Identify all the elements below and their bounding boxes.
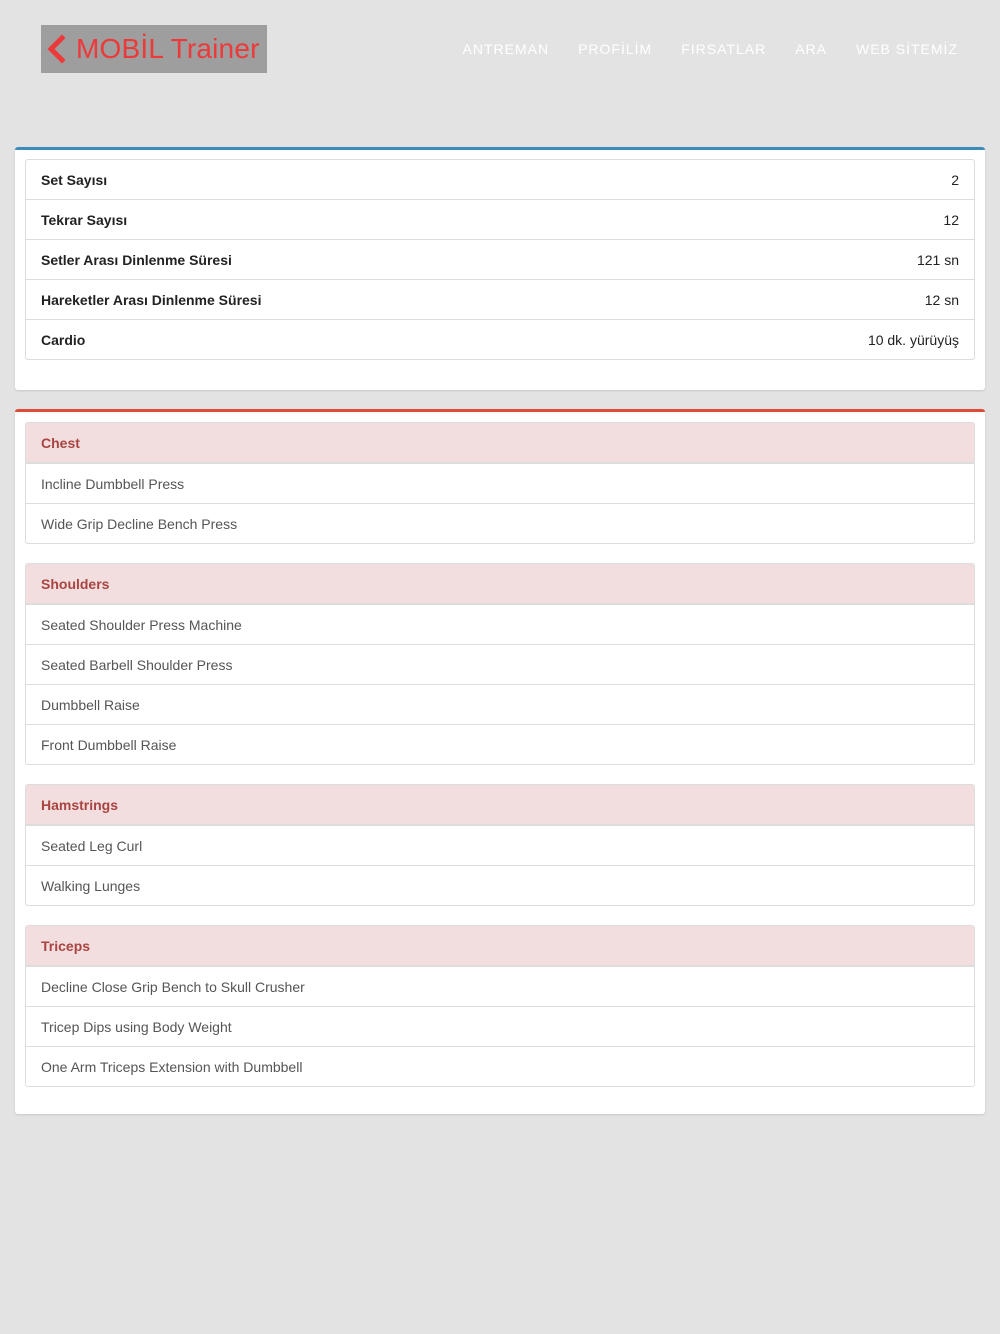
info-row-rest-between-exercises: [26, 279, 974, 319]
info-row-cardio: [26, 319, 974, 359]
exercise-item[interactable]: Decline Close Grip Bench to Skull Crusher: [26, 966, 974, 1006]
info-label: Tekrar Sayısı: [41, 211, 128, 228]
info-label: Cardio: [41, 331, 86, 348]
group-heading: Chest: [26, 423, 974, 463]
app-header: [0, 0, 1000, 100]
nav-firsatlar[interactable]: FIRSATLAR: [681, 41, 767, 57]
top-nav: [463, 40, 958, 58]
group-heading: Shoulders: [26, 564, 974, 604]
nav-web-sitemiz[interactable]: WEB SİTEMİZ: [856, 41, 958, 57]
nav-antreman[interactable]: ANTREMAN: [462, 41, 550, 57]
exercise-item[interactable]: Seated Shoulder Press Machine: [26, 604, 974, 644]
info-label: Hareketler Arası Dinlenme Süresi: [41, 291, 262, 308]
exercise-item[interactable]: Incline Dumbbell Press: [26, 463, 974, 503]
info-value: 121 sn: [916, 251, 959, 268]
nav-profilim[interactable]: PROFİLİM: [578, 41, 653, 57]
exercises-panel: [15, 409, 985, 1114]
exercise-item[interactable]: Walking Lunges: [26, 865, 974, 905]
app-title: MOBİL Trainer: [76, 33, 260, 64]
exercise-item[interactable]: Seated Leg Curl: [26, 825, 974, 865]
muscle-group-triceps: [25, 925, 975, 1087]
workout-info-list: [25, 159, 975, 360]
exercise-item[interactable]: Front Dumbbell Raise: [26, 724, 974, 764]
info-label: Set Sayısı: [41, 171, 108, 188]
info-value: 12 sn: [924, 291, 959, 308]
nav-ara[interactable]: ARA: [795, 41, 827, 57]
muscle-group-chest: [25, 422, 975, 544]
exercise-item[interactable]: One Arm Triceps Extension with Dumbbell: [26, 1046, 974, 1086]
muscle-group-hamstrings: [25, 784, 975, 906]
info-value: 10 dk. yürüyüş: [867, 331, 959, 348]
workout-info-panel: [15, 147, 985, 390]
group-heading: Hamstrings: [26, 785, 974, 825]
info-row-set-count: [26, 160, 974, 199]
info-value: 2: [951, 171, 959, 188]
exercise-item[interactable]: Dumbbell Raise: [26, 684, 974, 724]
info-row-rep-count: [26, 199, 974, 239]
exercise-item[interactable]: Tricep Dips using Body Weight: [26, 1006, 974, 1046]
info-label: Setler Arası Dinlenme Süresi: [41, 251, 232, 268]
exercise-item[interactable]: Seated Barbell Shoulder Press: [26, 644, 974, 684]
group-heading: Triceps: [26, 926, 974, 966]
muscle-group-shoulders: [25, 563, 975, 765]
chevron-left-icon: [44, 33, 68, 65]
info-value: 12: [943, 211, 959, 228]
info-row-rest-between-sets: [26, 239, 974, 279]
back-button[interactable]: [41, 25, 267, 73]
exercise-item[interactable]: Wide Grip Decline Bench Press: [26, 503, 974, 543]
